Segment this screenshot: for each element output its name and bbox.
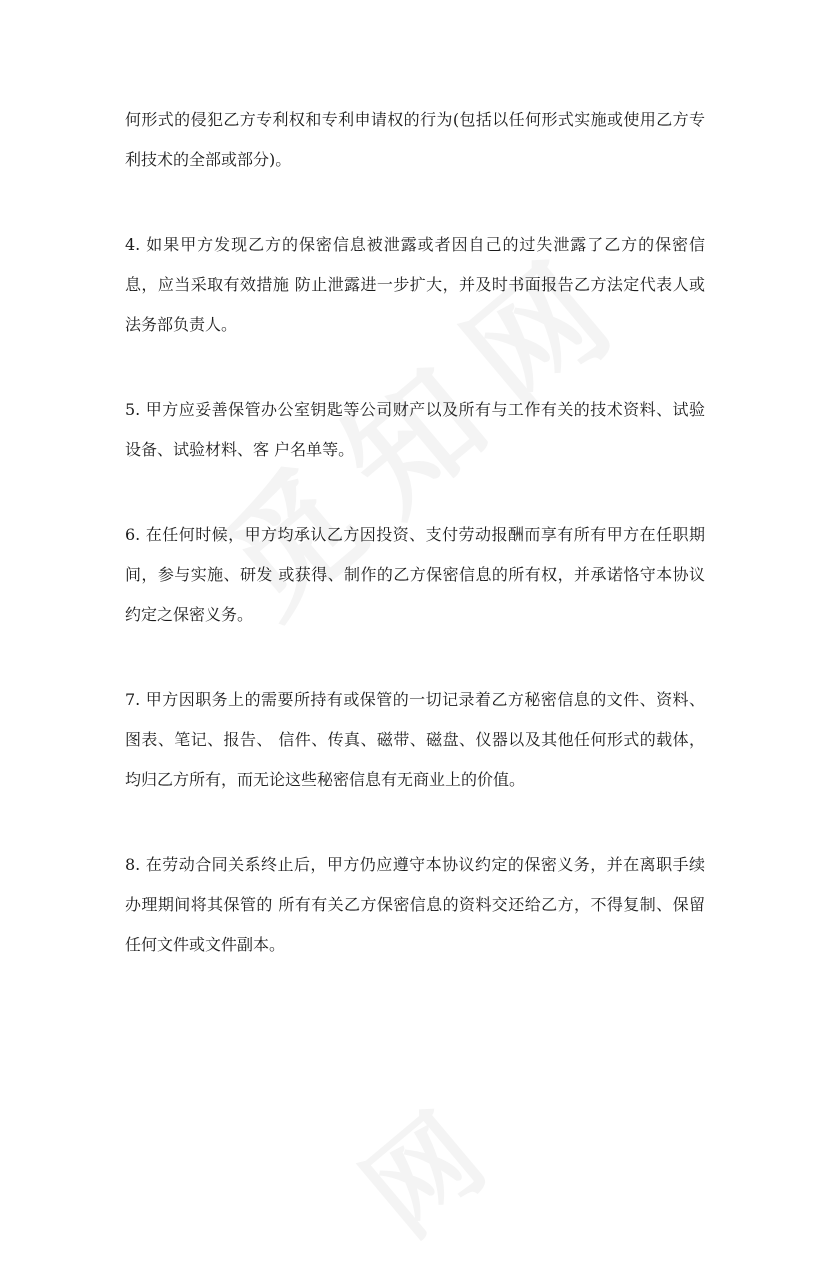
watermark-partial	[326, 1053, 535, 1264]
clause-6: 6. 在任何时候，甲方均承认乙方因投资、支付劳动报酬而享有所有甲方在任职期间，参与实施、研发 或获得、制作的乙方保密信息的所有权，并承诺恪守本协议约定之保密义务。	[125, 525, 705, 624]
paragraph-continuation: 何形式的侵犯乙方专利权和专利申请权的行为(包括以任何形式实施或使用乙方专利技术的全部或部分)。	[125, 110, 705, 169]
clause-7: 7. 甲方因职务上的需要所持有或保管的一切记录着乙方秘密信息的文件、资料、图表、笔记、报告、 信件、传真、磁带、磁盘、仪器以及其他任何形式的载体，均归乙方所有，而无论这些秘密信息有无商业上的价值。	[125, 690, 705, 789]
clause-8: 8. 在劳动合同关系终止后，甲方仍应遵守本协议约定的保密义务，并在离职手续办理期间将其保管的 所有有关乙方保密信息的资料交还给乙方，不得复制、保留任何文件或文件副本。	[125, 855, 705, 954]
clause-4: 4. 如果甲方发现乙方的保密信息被泄露或者因自己的过失泄露了乙方的保密信息，应当采取有效措施 防止泄露进一步扩大，并及时书面报告乙方法定代表人或法务部负责人。	[125, 235, 705, 334]
document-body	[125, 100, 705, 965]
clause-5: 5. 甲方应妥善保管办公室钥匙等公司财产以及所有与工作有关的技术资料、试验设备、试验材料、客 户名单等。	[125, 400, 705, 459]
